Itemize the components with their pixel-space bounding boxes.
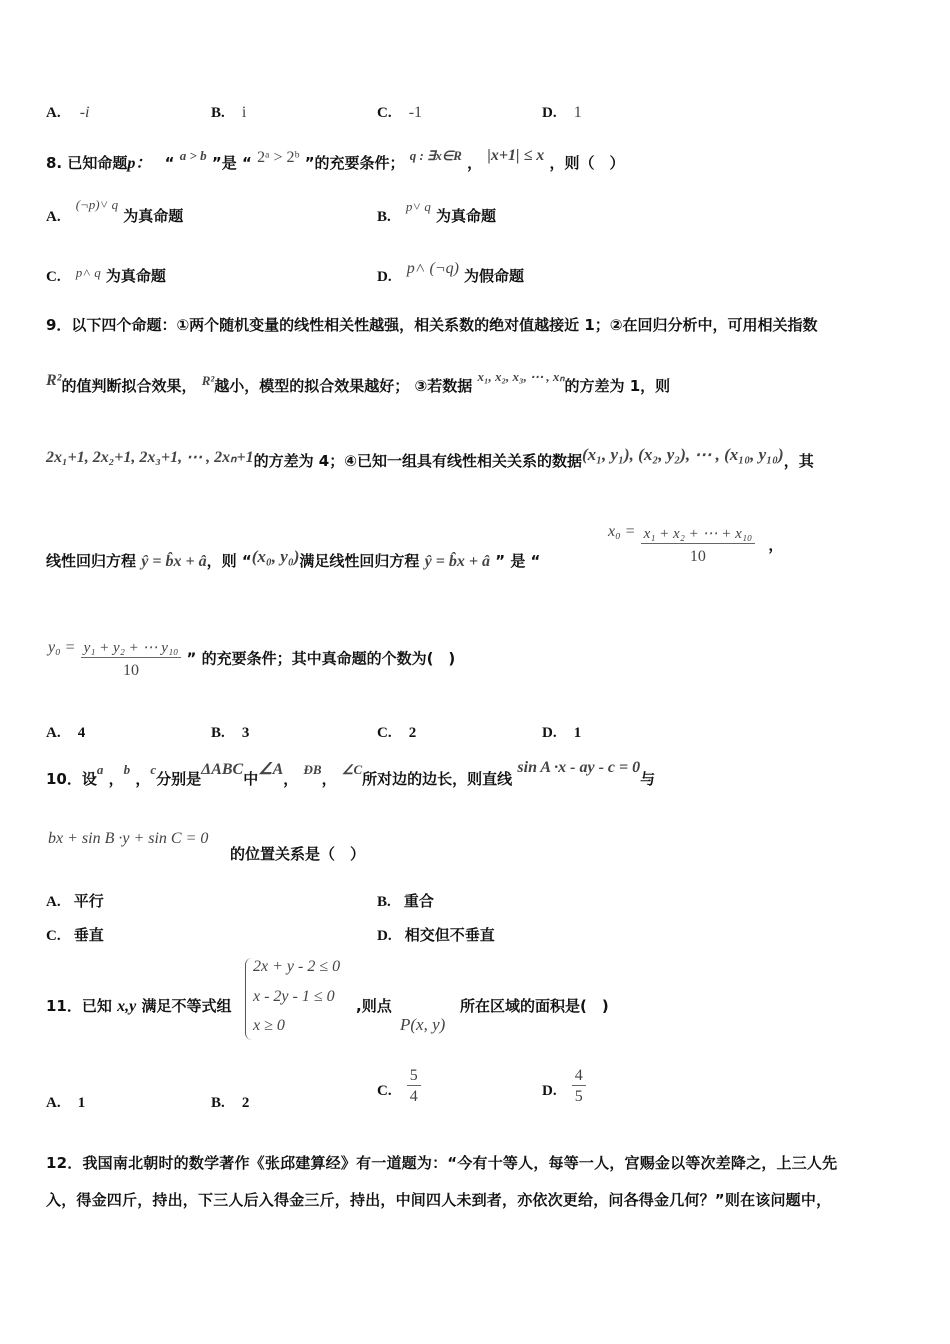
q9-line2	[46, 369, 671, 396]
stem-text: ，其	[783, 452, 814, 470]
separator: ，	[283, 770, 299, 788]
math-point0: (x₀, y₀)	[251, 547, 300, 566]
question-number: 8.	[46, 154, 63, 172]
q9-option-b	[211, 722, 249, 742]
option-text: 为假命题	[464, 267, 525, 285]
option-value: 重合	[403, 892, 434, 910]
separator: ，	[135, 770, 151, 788]
option-label: D.	[542, 105, 557, 121]
fraction-denominator: 5	[574, 1088, 583, 1105]
option-label: D.	[377, 269, 392, 285]
system-brace	[245, 958, 252, 1040]
option-value: 3	[241, 725, 250, 741]
stem-text: 的方差为 4；④已知一组具有线性相关关系的数据	[253, 452, 582, 470]
q9-option-d	[542, 722, 581, 742]
stem-text: 线性回归方程	[46, 552, 137, 570]
stem-text: 的充要条件；	[314, 154, 405, 172]
q10-option-b	[377, 890, 434, 911]
option-label: A.	[46, 105, 61, 121]
stem-text: 越小，模型的拟合效果越好； ③若数据	[214, 377, 473, 395]
option-math: p˄ (¬q)	[406, 260, 459, 277]
quote: ”	[211, 154, 222, 172]
quote: “	[164, 154, 175, 172]
option-value: 4	[77, 725, 86, 741]
fraction-numerator: 5	[407, 1067, 421, 1086]
math-angle-b: ÐB	[303, 762, 322, 777]
option-label: B.	[211, 105, 225, 121]
q11-option-c	[377, 1067, 421, 1106]
option-label: B.	[211, 1095, 225, 1111]
stem-text: 11．已知	[46, 997, 112, 1015]
stem-text: ，则（ ）	[549, 154, 625, 172]
option-label: D.	[542, 1083, 557, 1099]
math-angle-a: ∠A	[258, 761, 284, 778]
stem-text: 已知命题	[67, 154, 128, 172]
q7-option-a	[46, 102, 89, 122]
option-value: 2	[408, 725, 417, 741]
stem-text: ，则 “	[206, 552, 252, 570]
q7-option-b	[211, 102, 246, 122]
math-point-p: P(x, y)	[400, 1015, 446, 1034]
stem-text: ” 的充要条件；其中真命题的个数为( )	[186, 649, 456, 668]
y0-fraction	[81, 638, 182, 680]
q12-line1: 12．我国南北朝时的数学著作《张邱建算经》有一道题为：“今有十等人，每等一人，宫赐金以等次差降之，上三人先	[46, 1154, 838, 1172]
ineq-3: x ≥ 0	[253, 1017, 285, 1034]
option-text: 为真命题	[435, 207, 496, 225]
q10-option-d	[377, 924, 495, 945]
option-value: -1	[408, 104, 423, 121]
option-label: B.	[377, 209, 391, 225]
q11-stem-left	[46, 995, 231, 1016]
option-label: A.	[46, 725, 61, 741]
option-label: B.	[377, 894, 391, 910]
math-q-def: q : ∃x∈R	[409, 148, 462, 163]
q8-stem	[46, 147, 625, 173]
ineq-2: x - 2y - 1 ≤ 0	[253, 988, 335, 1005]
x0-fraction	[641, 524, 756, 566]
q10-line2	[48, 828, 208, 848]
q9-line1: 9．以下四个命题：①两个随机变量的线性相关性越强，相关系数的绝对值越接近 1；②在回归分析中，可用相关指数	[46, 316, 818, 334]
ineq-1: 2x + y - 2 ≤ 0	[253, 958, 341, 975]
separator: ，	[108, 770, 124, 788]
option-label: D.	[542, 725, 557, 741]
option-value: 2	[241, 1095, 250, 1111]
q12-line2: 入，得金四斤，持出，下三人后入得金三斤，持出，中间四人未到者，亦依次更给，问各得金几何？”则在该问题中，	[46, 1191, 832, 1209]
fraction-numerator: y₁ + y₂ + ⋯ y₁₀	[81, 638, 182, 658]
q11-stem-right: 所在区域的面积是( )	[460, 997, 609, 1015]
option-label: A.	[46, 894, 61, 910]
option-math: (¬p)˅ q	[75, 197, 119, 212]
math-r2: R²	[46, 372, 62, 389]
stem-text: 的方差为 1，则	[564, 377, 671, 395]
option-label: A.	[46, 209, 61, 225]
stem-text: 分别是	[156, 770, 202, 788]
math-a: a	[96, 762, 104, 777]
option-fraction	[407, 1067, 421, 1106]
stem-text: 10．设	[46, 770, 97, 788]
q11-option-d	[542, 1067, 586, 1106]
math-pairs: (x₁, y₁), (x₂, y₂), ⋯ , (x₁₀, y₁₀)	[581, 445, 784, 464]
q9-option-a	[46, 722, 85, 742]
math-cond1: a > b	[179, 148, 207, 163]
q8-option-b	[377, 199, 496, 226]
stem-text: 满足不等式组	[141, 997, 232, 1015]
option-label: D.	[377, 928, 392, 944]
q10-tail: 的位置关系是（ ）	[230, 845, 366, 863]
separator: ，	[321, 770, 337, 788]
fraction-denominator: 4	[409, 1088, 418, 1105]
option-value: 1	[573, 104, 582, 121]
math-regression: ŷ = b̂x + â	[424, 553, 491, 570]
stem-text: 满足线性回归方程	[299, 552, 420, 570]
math-triangle: ΔABC	[201, 761, 244, 778]
math-line2: bx + sin B ·y + sin C = 0	[48, 830, 209, 847]
option-math: p˅ q	[405, 199, 431, 214]
option-label: C.	[377, 725, 392, 741]
math-xy: x,y	[117, 998, 137, 1015]
option-label: C.	[377, 105, 392, 121]
option-value: 平行	[73, 892, 104, 910]
quote: ”	[304, 154, 315, 172]
q9-line3	[46, 445, 814, 471]
option-label: B.	[211, 725, 225, 741]
stem-text: ，	[768, 535, 784, 554]
option-label: C.	[377, 1083, 392, 1099]
option-value: i	[241, 104, 247, 121]
option-fraction	[572, 1067, 586, 1106]
math-xs: x₁, x₂, x₃, ⋯ , xₙ	[477, 369, 565, 384]
option-label: C.	[46, 269, 61, 285]
math-cond2: 2ᵃ > 2ᵇ	[257, 149, 300, 166]
stem-text: 与	[640, 770, 656, 788]
fraction-denominator: 10	[122, 662, 139, 679]
option-value: -i	[79, 104, 90, 121]
q9-line4	[46, 547, 541, 571]
option-value: 1	[573, 725, 582, 741]
option-label: C.	[46, 928, 61, 944]
math-c: c	[150, 762, 157, 777]
fraction-numerator: x₁ + x₂ + ⋯ + x₁₀	[641, 524, 756, 544]
q8-option-a	[46, 197, 184, 226]
math-line1: sin A ·x - ay - c = 0	[517, 759, 641, 776]
q10-stem	[46, 759, 656, 789]
q7-option-c	[377, 102, 422, 122]
math-y0: y₀ =	[48, 638, 76, 656]
math-angle-c: ∠C	[341, 762, 363, 777]
stem-text: ，	[467, 154, 483, 172]
quote: “	[242, 154, 252, 172]
fraction-numerator: 4	[572, 1067, 586, 1086]
math-regression: ŷ = b̂x + â	[141, 553, 207, 570]
stem-text: 所对边的边长，则直线	[362, 770, 513, 788]
q8-option-c	[46, 265, 166, 286]
option-value: 相交但不垂直	[404, 926, 495, 944]
stem-text: 中	[243, 770, 259, 788]
q11-option-a	[46, 1092, 85, 1112]
math-b: b	[123, 762, 131, 777]
math-expr3: 2x₁+1, 2x₂+1, 2x₃+1, ⋯ , 2xₙ+1	[46, 449, 254, 466]
q7-option-d	[542, 102, 582, 122]
q9-line5	[48, 638, 455, 680]
stem-text: 的值判断拟合效果，	[61, 377, 197, 395]
q11-then-point: ,则点	[356, 997, 392, 1015]
q10-option-a	[46, 890, 104, 911]
q10-option-c	[46, 924, 104, 945]
option-text: 为真命题	[105, 267, 166, 285]
math-x0: x₀ =	[608, 522, 636, 540]
q9-option-c	[377, 722, 416, 742]
stem-var: p：	[127, 155, 152, 172]
stem-text: 是	[221, 154, 237, 172]
option-math: p˄ q	[75, 265, 101, 280]
option-value: 1	[77, 1095, 86, 1111]
stem-text: ” 是 “	[495, 552, 541, 570]
option-text: 为真命题	[123, 207, 184, 225]
q9-x0-formula	[608, 524, 783, 566]
q11-option-b	[211, 1092, 249, 1112]
option-label: A.	[46, 1095, 61, 1111]
option-value: 垂直	[73, 926, 104, 944]
math-q-ineq: |x+1| ≤ x	[487, 147, 545, 164]
math-r2: R²	[201, 373, 215, 388]
fraction-denominator: 10	[689, 548, 706, 565]
q8-option-d	[377, 260, 525, 286]
